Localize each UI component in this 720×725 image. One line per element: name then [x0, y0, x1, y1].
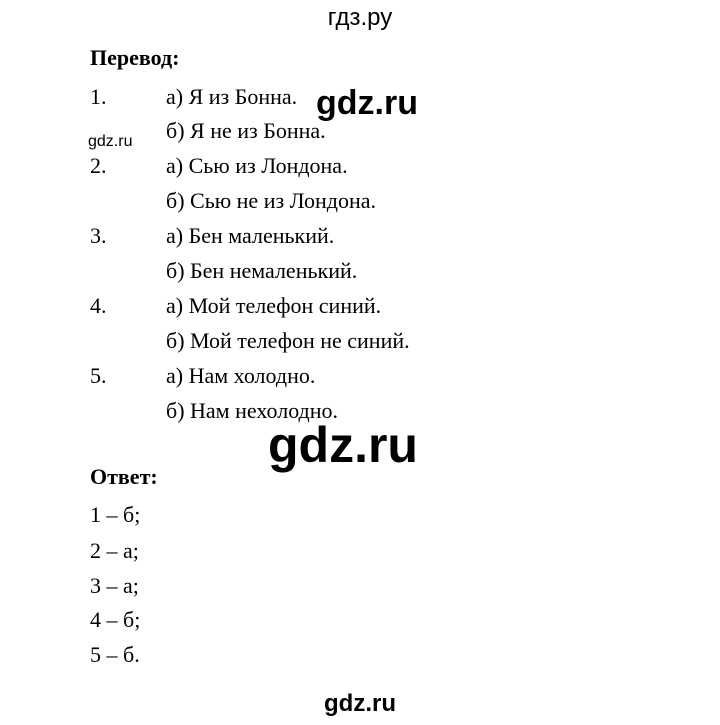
footer-watermark: gdz.ru: [324, 690, 396, 717]
watermark-small: gdz.ru: [88, 133, 133, 150]
item-number: 3.: [90, 223, 107, 248]
item-option-a: а) Сью из Лондона.: [166, 153, 348, 178]
item-option-b: б) Я не из Бонна.: [166, 118, 326, 143]
item-option-b: б) Нам нехолодно.: [166, 398, 339, 423]
watermark-large: gdz.ru: [268, 417, 418, 473]
item-option-a: а) Мой телефон синий.: [166, 293, 382, 318]
item-number: 5.: [90, 363, 107, 388]
item-option-b: б) Мой телефон не синий.: [166, 328, 410, 353]
item-option-b: б) Сью не из Лондона.: [166, 188, 377, 213]
item-number: 1.: [90, 84, 107, 109]
answer-item: 4 – б;: [90, 607, 141, 632]
watermark-overlay: gdz.ru: [316, 84, 418, 122]
answer-item: 3 – а;: [90, 573, 139, 598]
item-number: 4.: [90, 293, 107, 318]
item-option-a: а) Нам холодно.: [166, 363, 316, 388]
answer-heading: Ответ:: [90, 464, 158, 489]
item-option-b: б) Бен немаленький.: [166, 258, 358, 283]
header-watermark: гдз.ру: [327, 4, 393, 31]
item-option-a: а) Бен маленький.: [166, 223, 335, 248]
answer-item: 5 – б.: [90, 642, 140, 667]
item-option-a: а) Я из Бонна.: [166, 84, 298, 109]
translation-heading: Перевод:: [90, 45, 180, 70]
answer-item: 1 – б;: [90, 502, 141, 527]
answer-item: 2 – а;: [90, 538, 139, 563]
item-number: 2.: [90, 153, 107, 178]
